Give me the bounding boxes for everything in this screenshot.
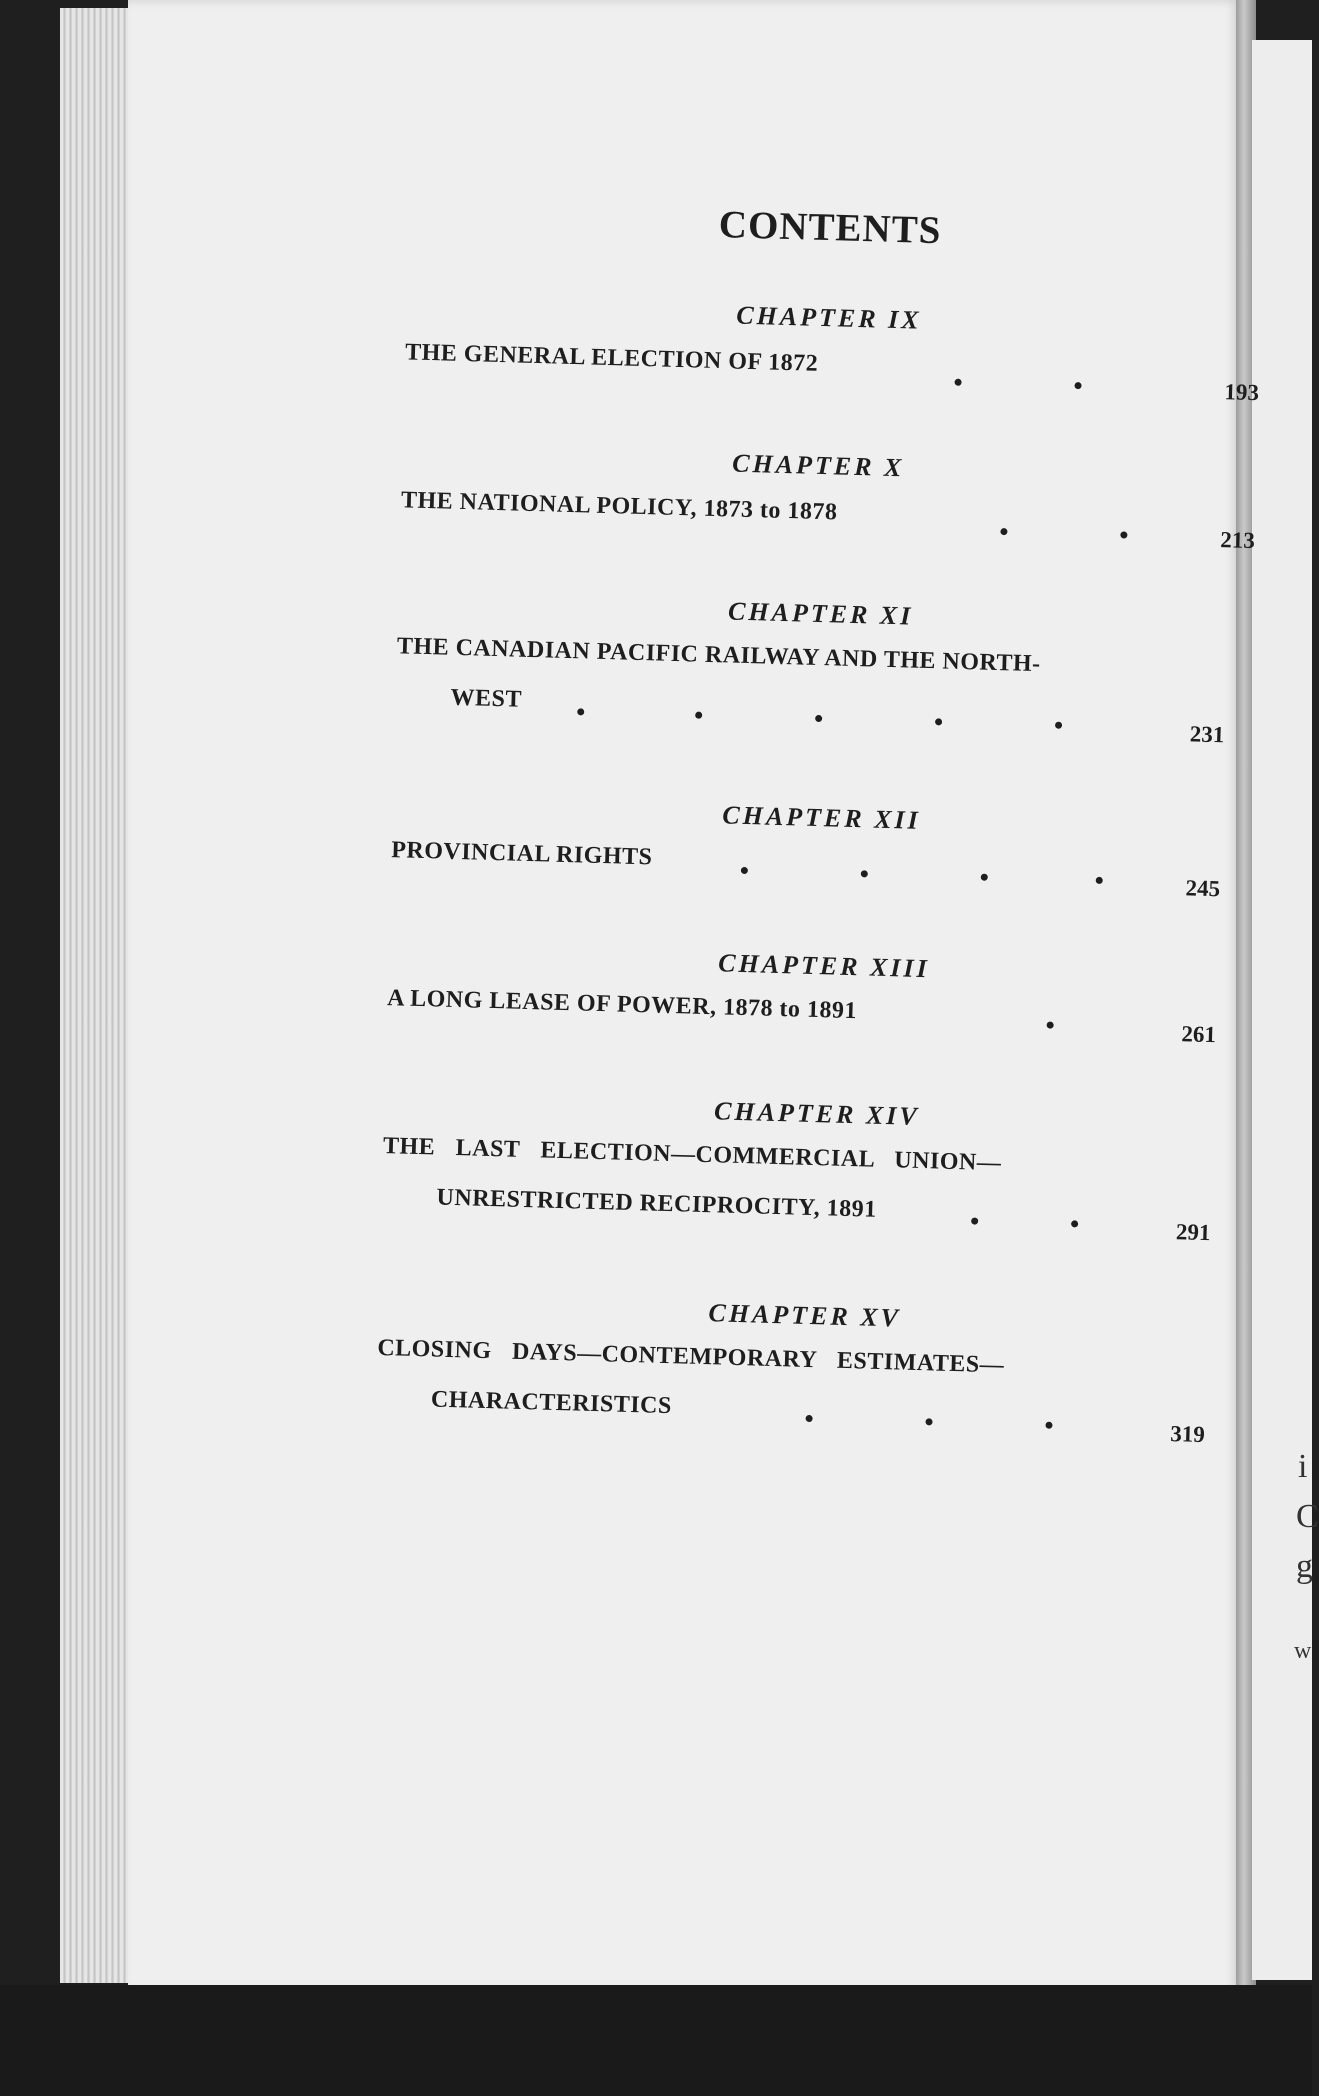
entry-title-line[interactable]: PROVINCIAL RIGHTS bbox=[390, 837, 653, 871]
entry-title-line[interactable]: THE GENERAL ELECTION OF 1872 bbox=[404, 339, 819, 377]
entry-title-line[interactable]: WEST bbox=[450, 684, 523, 713]
chapter-label: CHAPTER XIV bbox=[713, 1096, 921, 1131]
entry-title-line[interactable]: THE CANADIAN PACIFIC RAILWAY AND THE NORTH- bbox=[396, 633, 1041, 678]
page-number[interactable]: 291 bbox=[1175, 1219, 1211, 1246]
page-number[interactable]: 319 bbox=[1169, 1421, 1206, 1448]
chapter-label: CHAPTER IX bbox=[735, 300, 923, 335]
page-number[interactable]: 213 bbox=[1219, 527, 1256, 554]
page-number[interactable]: 231 bbox=[1189, 721, 1225, 748]
page-number[interactable]: 261 bbox=[1181, 1021, 1217, 1048]
entry-title-line[interactable]: UNRESTRICTED RECIPROCITY, 1891 bbox=[436, 1184, 878, 1223]
next-page-edge bbox=[1252, 40, 1312, 1980]
chapter-label: CHAPTER XII bbox=[722, 800, 922, 835]
entry-title-line[interactable]: CHARACTERISTICS bbox=[430, 1386, 673, 1420]
next-page-glyph: w bbox=[1294, 1638, 1312, 1664]
next-page-glyph: C bbox=[1296, 1498, 1319, 1535]
next-page-glyph: i bbox=[1298, 1448, 1308, 1485]
entry-title-line[interactable]: CLOSING DAYS—CONTEMPORARY ESTIMATES— bbox=[377, 1334, 1005, 1379]
page-number[interactable]: 193 bbox=[1224, 379, 1260, 406]
page-number[interactable]: 245 bbox=[1185, 875, 1221, 902]
scan-background bbox=[0, 1985, 1312, 2096]
entry-title-line[interactable]: THE LAST ELECTION—COMMERCIAL UNION— bbox=[382, 1133, 1002, 1177]
entry-title-line[interactable]: A LONG LEASE OF POWER, 1878 to 1891 bbox=[386, 985, 858, 1025]
next-page-glyph: g bbox=[1296, 1548, 1313, 1585]
page-title: CONTENTS bbox=[718, 203, 942, 253]
entry-title-line[interactable]: THE NATIONAL POLICY, 1873 to 1878 bbox=[400, 487, 838, 526]
chapter-label: CHAPTER X bbox=[731, 448, 905, 483]
chapter-label: CHAPTER XI bbox=[727, 596, 914, 631]
chapter-label: CHAPTER XV bbox=[708, 1298, 902, 1333]
chapter-label: CHAPTER XIII bbox=[717, 948, 931, 984]
